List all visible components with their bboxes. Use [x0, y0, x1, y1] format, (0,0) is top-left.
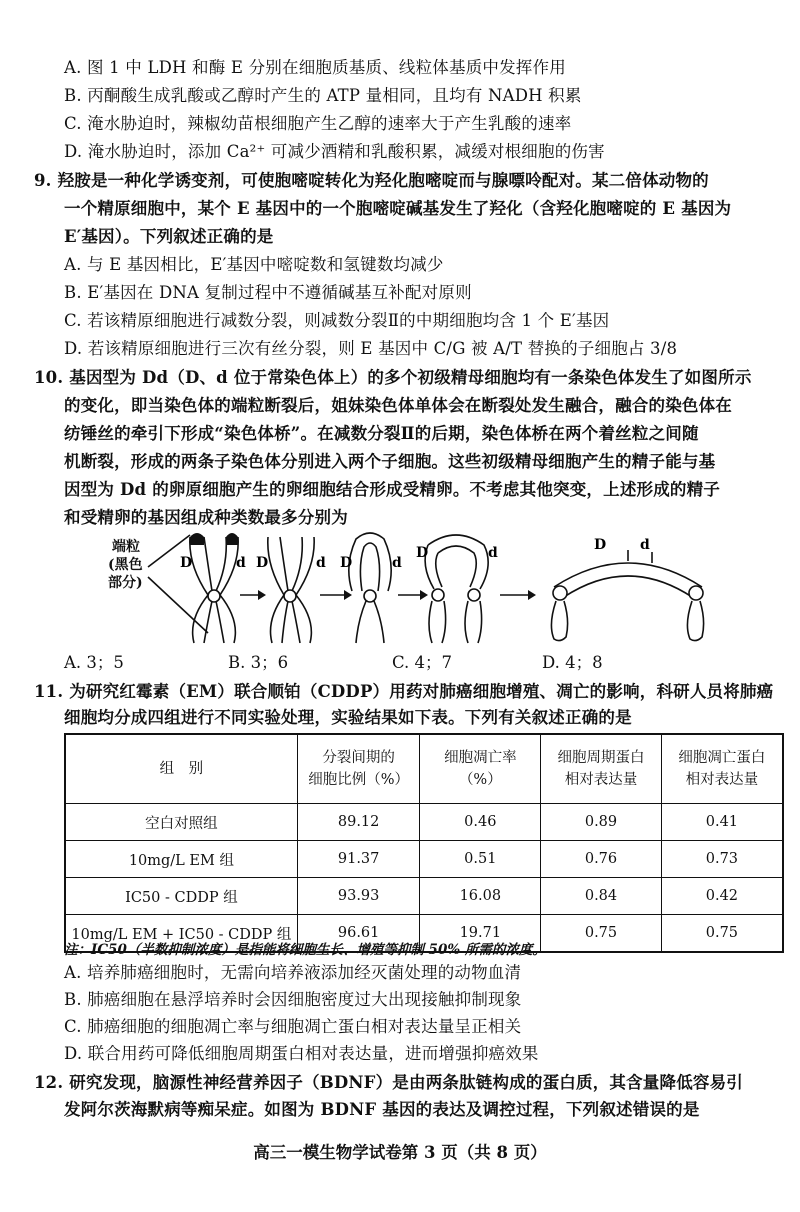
gene-d-label-2: d	[316, 555, 326, 571]
q9-option-b: B. E′基因在 DNA 复制过程中不遵循碱基互补配对原则	[64, 283, 472, 302]
table-cell: 0.84	[541, 878, 662, 915]
table-cell: 0.75	[661, 915, 783, 953]
telomere-label-1: 端粒	[112, 539, 140, 555]
table-row	[65, 841, 783, 878]
q11-stem-line1: 11. 为研究红霉素（EM）联合顺铂（CDDP）用药对肺癌细胞增殖、凋亡的影响，科研人员将肺癌	[34, 682, 774, 701]
table-cell: 0.42	[661, 878, 783, 915]
telomere-label-3: 部分)	[108, 575, 143, 591]
table-cell: 19.71	[420, 915, 541, 953]
table-cell: 96.61	[297, 915, 420, 953]
table-cell: 0.41	[661, 804, 783, 841]
gene-d-label-3: d	[392, 555, 402, 571]
q10-option-a: A. 3；5	[64, 653, 124, 672]
gene-D-label-1: D	[180, 555, 193, 571]
table-row	[65, 804, 783, 841]
table-cell: 91.37	[297, 841, 420, 878]
table-cell: 0.73	[661, 841, 783, 878]
q8-option-c: C. 淹水胁迫时，辣椒幼苗根细胞产生乙醇的速率大于产生乳酸的速率	[64, 114, 572, 133]
table-cell: 16.08	[420, 878, 541, 915]
table-header: 细胞凋亡率 （%）	[420, 734, 541, 804]
q10-stem-line1: 10. 基因型为 Dd（D、d 位于常染色体上）的多个初级精母细胞均有一条染色体发生了如图所示	[34, 368, 752, 387]
page-footer: 高三一模生物学试卷第 3 页（共 8 页）	[253, 1143, 547, 1162]
table-cell: 10mg/L EM + IC50 - CDDP 组	[65, 915, 297, 953]
gene-d-label-1: d	[236, 555, 246, 571]
q9-option-a: A. 与 E 基因相比，E′基因中嘧啶数和氢键数均减少	[64, 255, 444, 274]
q10-stem-line3: 纺锤丝的牵引下形成“染色体桥”。在减数分裂Ⅱ的后期，染色体桥在两个着丝粒之间随	[64, 424, 699, 443]
gene-D-label-2: D	[256, 555, 269, 571]
chromosome-bridge-diagram	[108, 525, 708, 645]
q10-option-c: C. 4；7	[392, 653, 453, 672]
q10-stem-line4: 机断裂，形成的两条子染色体分别进入两个子细胞。这些初级精母细胞产生的精子能与基	[64, 452, 716, 471]
table-cell: 0.51	[420, 841, 541, 878]
q9-option-c: C. 若该精原细胞进行减数分裂，则减数分裂Ⅱ的中期细胞均含 1 个 E′基因	[64, 311, 610, 330]
gene-D-label-4: D	[416, 545, 429, 561]
q9-stem-line2: 一个精原细胞中，某个 E 基因中的一个胞嘧啶碱基发生了羟化（含羟化胞嘧啶的 E 基因为	[64, 199, 732, 218]
q10-option-b: B. 3；6	[228, 653, 289, 672]
table-header: 组 别	[65, 734, 297, 804]
table-header: 细胞周期蛋白 相对表达量	[541, 734, 662, 804]
diagram-svg	[108, 525, 708, 645]
gene-D-label-5: D	[594, 537, 607, 553]
table-row	[65, 878, 783, 915]
q11-option-a: A. 培养肺癌细胞时，无需向培养液添加经灭菌处理的动物血清	[64, 963, 522, 982]
q10-stem-line6: 和受精卵的基因组成种类数最多分别为	[64, 508, 348, 527]
table-header: 分裂间期的 细胞比例（%）	[297, 734, 420, 804]
q12-stem-line2: 发阿尔茨海默病等痴呆症。如图为 BDNF 基因的表达及调控过程，下列叙述错误的是	[64, 1100, 700, 1119]
table-note: 注：IC50（半数抑制浓度）是指能将细胞生长、增殖等抑制 50% 所需的浓度。	[64, 942, 546, 958]
q9-stem-line3: E′基因）。下列叙述正确的是	[64, 227, 274, 246]
q8-option-a: A. 图 1 中 LDH 和酶 E 分别在细胞质基质、线粒体基质中发挥作用	[64, 58, 566, 77]
table-cell: 93.93	[297, 878, 420, 915]
table-cell: 0.89	[541, 804, 662, 841]
table-cell: 0.76	[541, 841, 662, 878]
table-cell: IC50 - CDDP 组	[65, 878, 297, 915]
q10-stem-line5: 因型为 Dd 的卵原细胞产生的卵细胞结合形成受精卵。不考虑其他突变，上述形成的精子	[64, 480, 721, 499]
q9-option-d: D. 若该精原细胞进行三次有丝分裂，则 E 基因中 C/G 被 A/T 替换的子细胞占 3/8	[64, 339, 678, 358]
q8-option-b: B. 丙酮酸生成乳酸或乙醇时产生的 ATP 量相同，且均有 NADH 积累	[64, 86, 582, 105]
q11-option-b: B. 肺癌细胞在悬浮培养时会因细胞密度过大出现接触抑制现象	[64, 990, 522, 1009]
table-cell: 10mg/L EM 组	[65, 841, 297, 878]
q11-stem-line2: 细胞均分成四组进行不同实验处理，实验结果如下表。下列有关叙述正确的是	[64, 708, 632, 727]
gene-d-label-5: d	[640, 537, 650, 553]
table-cell: 89.12	[297, 804, 420, 841]
table-cell: 0.46	[420, 804, 541, 841]
table-cell: 空白对照组	[65, 804, 297, 841]
q10-stem-line2: 的变化，即当染色体的端粒断裂后，姐妹染色体单体会在断裂处发生融合，融合的染色体在	[64, 396, 732, 415]
q12-stem-line1: 12. 研究发现，脑源性神经营养因子（BDNF）是由两条肽链构成的蛋白质，其含量降低容易引	[34, 1073, 744, 1092]
table-header: 细胞凋亡蛋白 相对表达量	[661, 734, 783, 804]
q8-option-d: D. 淹水胁迫时，添加 Ca²⁺ 可减少酒精和乳酸积累，减缓对根细胞的伤害	[64, 142, 605, 161]
q11-option-d: D. 联合用药可降低细胞周期蛋白相对表达量，进而增强抑癌效果	[64, 1044, 539, 1063]
q11-option-c: C. 肺癌细胞的细胞凋亡率与细胞凋亡蛋白相对表达量呈正相关	[64, 1017, 522, 1036]
table-cell: 0.75	[541, 915, 662, 953]
table-header-row	[65, 734, 783, 804]
gene-D-label-3: D	[340, 555, 353, 571]
gene-d-label-4: d	[488, 545, 498, 561]
telomere-label-2: (黑色	[108, 557, 143, 573]
q9-stem-line1: 9. 羟胺是一种化学诱变剂，可使胞嘧啶转化为羟化胞嘧啶而与腺嘌呤配对。某二倍体动物的	[34, 171, 709, 190]
results-table	[64, 733, 784, 953]
q10-option-d: D. 4；8	[542, 653, 603, 672]
